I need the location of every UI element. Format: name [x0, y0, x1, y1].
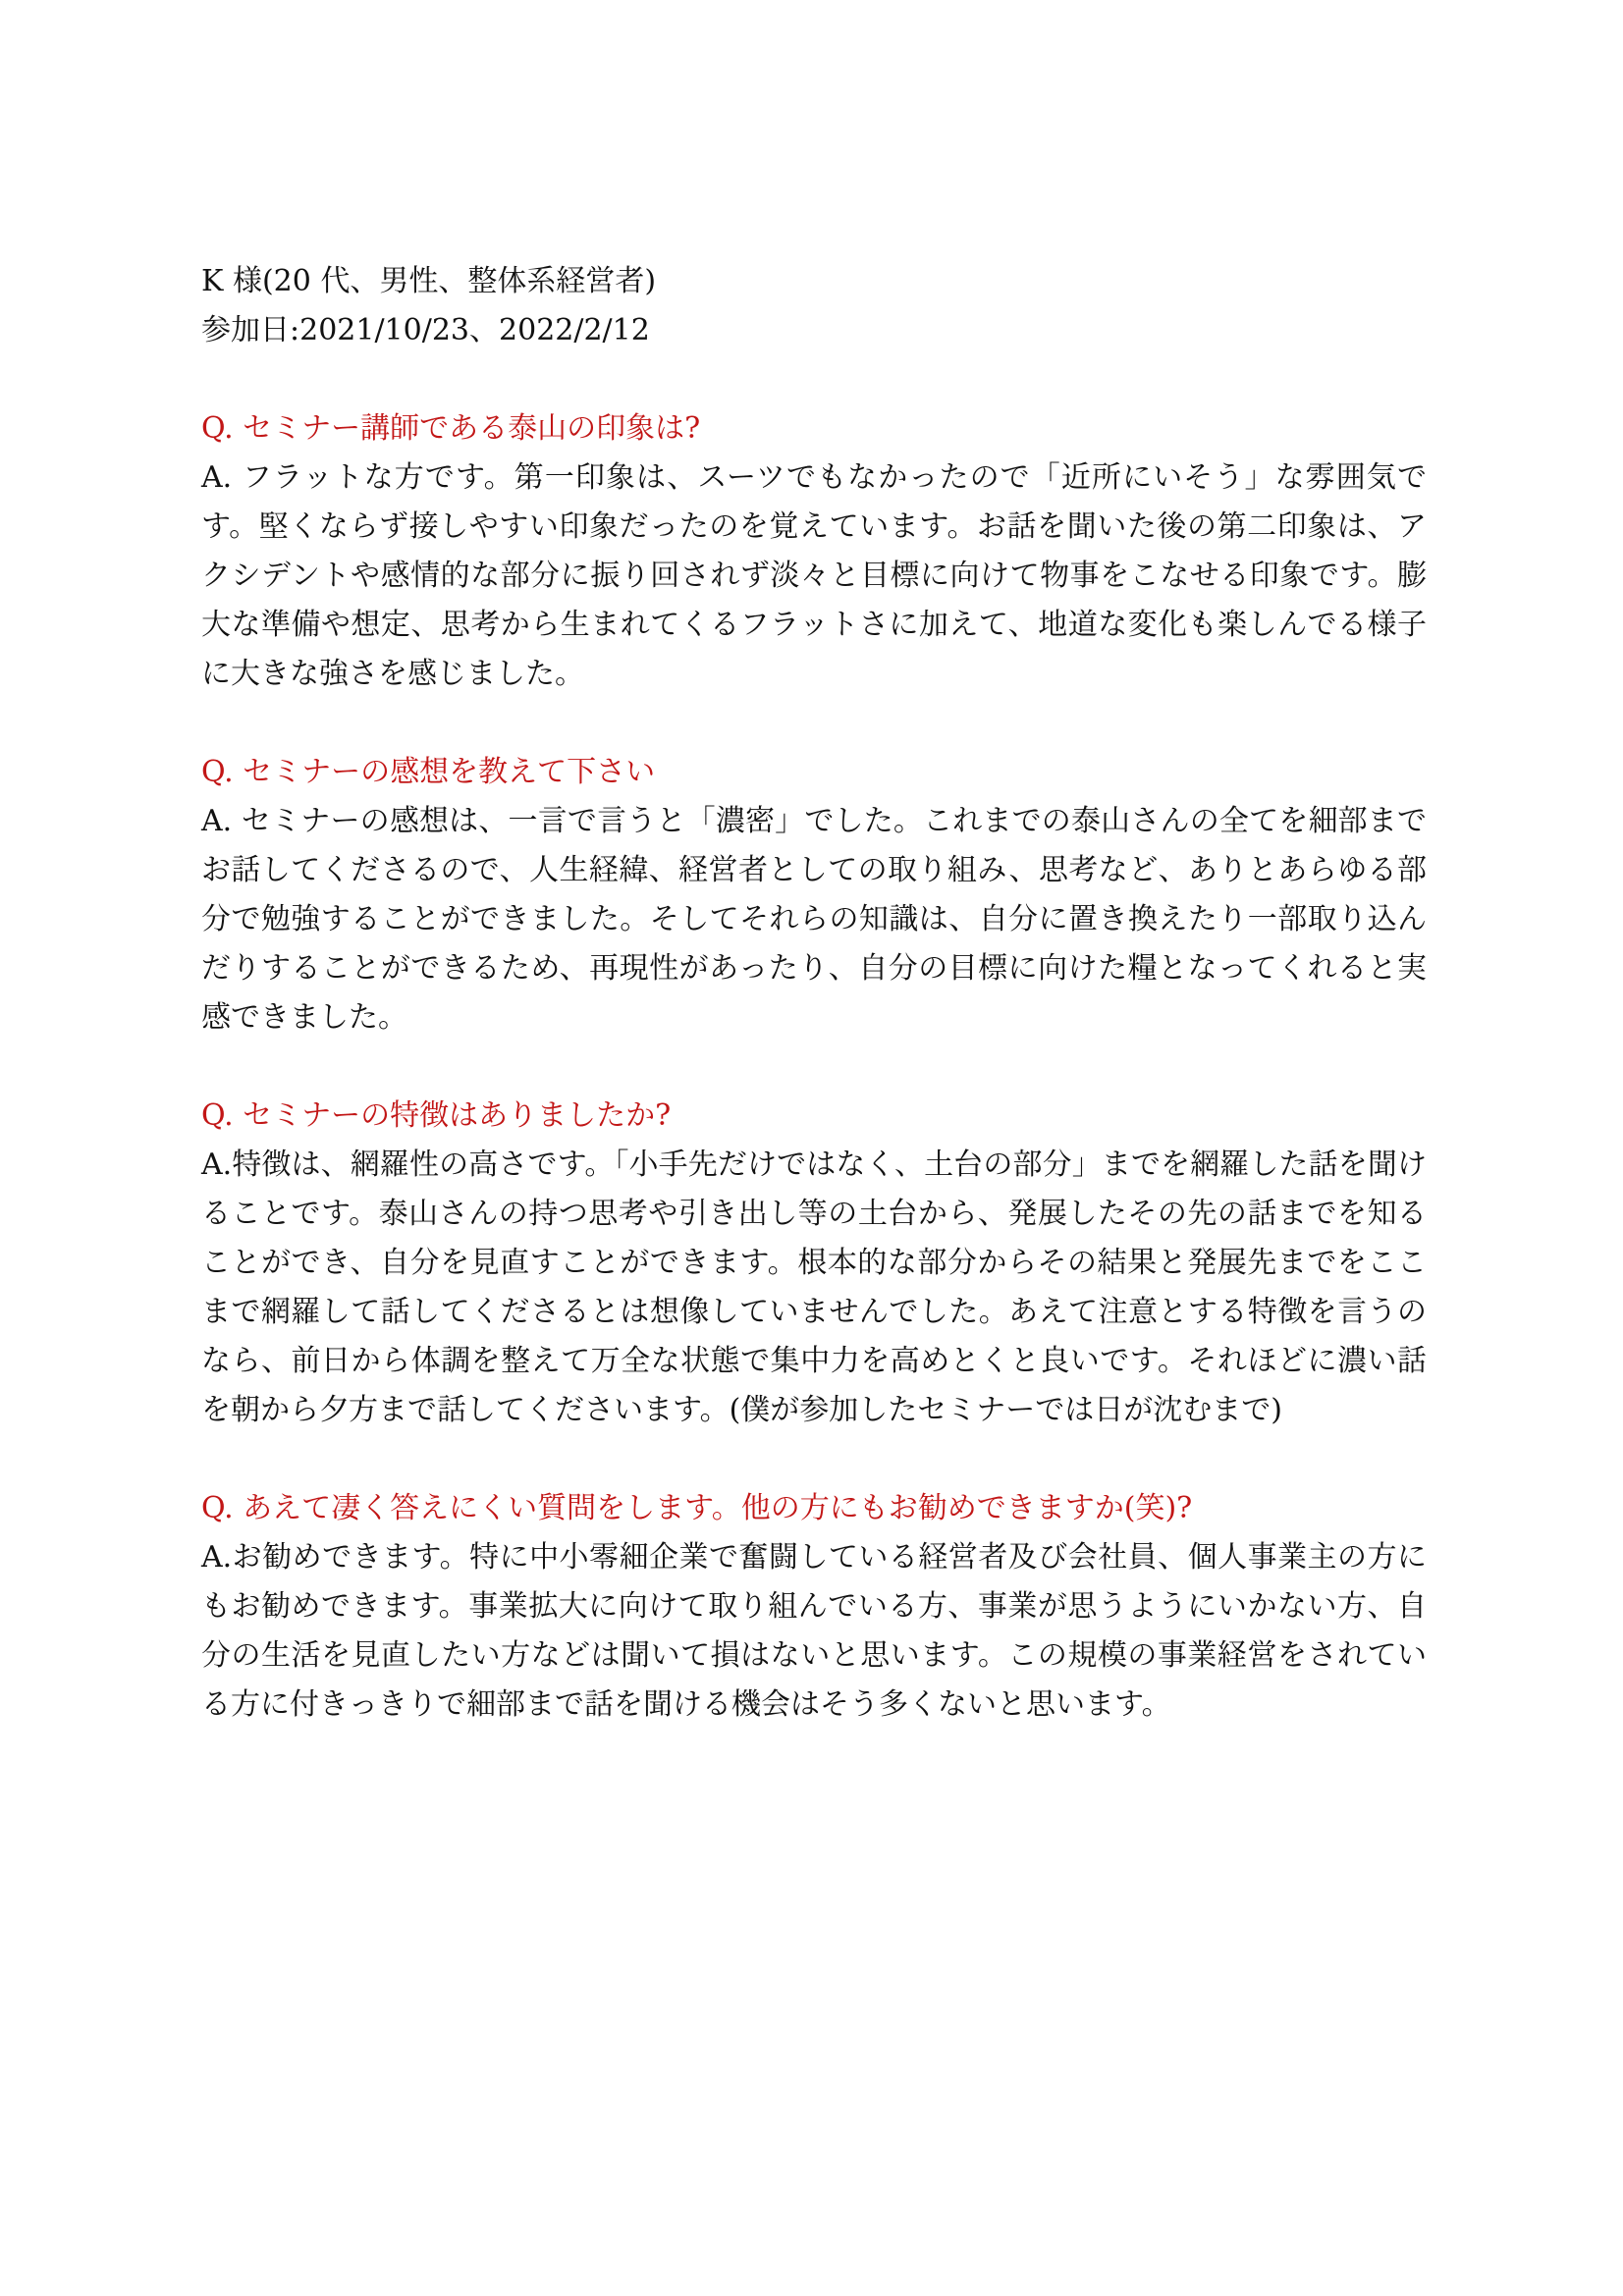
- question-heading: Q. あえて凄く答えにくい質問をします。他の方にもお勧めできますか(笑)?: [201, 1491, 1193, 1525]
- question-heading: Q. セミナーの感想を教えて下さい: [201, 755, 656, 789]
- answer-paragraph: A. フラットな方です。第一印象は、スーツでもなかったので「近所にいそう」な雰囲気です。堅くならず接しやすい印象だったのを覚えています。お話を聞いた後の第二印象は、アクシデントや感情的な部分に振り回されず淡々と目標に向けて物事をこなせる印象です。膨大な準備や想定、思考から生まれてくるフラットさに加えて、地道な変化も楽しんでる様子に大きな強さを感じました。: [201, 460, 1427, 691]
- qa-section-features: [201, 1092, 1427, 1435]
- answer-paragraph: A.特徴は、網羅性の高さです。「小手先だけではなく、土台の部分」までを網羅した話を聞けることです。泰山さんの持つ思考や引き出し等の土台から、発展したその先の話までを知ることができ、自分を見直すことができます。根本的な部分からその結果と発展先までをここまで網羅して話してくださるとは想像していませんでした。あえて注意とする特徴を言うのなら、前日から体調を整えて万全な状態で集中力を高めとくと良いです。それほどに濃い話を朝から夕方まで話してくださいます。(僕が参加したセミナーでは日が沈むまで): [201, 1148, 1427, 1427]
- answer-paragraph: A.お勧めできます。特に中小零細企業で奮闘している経営者及び会社員、個人事業主の方にもお勧めできます。事業拡大に向けて取り組んでいる方、事業が思うようにいかない方、自分の生活を見直したい方などは聞いて損はないと思います。この規模の事業経営をされている方に付きっきりで細部まで話を聞ける機会はそう多くないと思います。: [201, 1540, 1427, 1722]
- testimonial-header: [201, 257, 1427, 355]
- document-content: [201, 257, 1427, 1730]
- qa-section-feedback: [201, 748, 1427, 1042]
- question-heading: Q. セミナーの特徴はありましたか?: [201, 1098, 672, 1133]
- question-heading: Q. セミナー講師である泰山の印象は?: [201, 411, 701, 446]
- qa-section-recommendation: [201, 1484, 1427, 1730]
- participation-dates: 参加日:2021/10/23、2022/2/12: [201, 313, 650, 347]
- qa-section-impression: [201, 404, 1427, 699]
- customer-info: K 様(20 代、男性、整体系経営者): [201, 264, 657, 298]
- answer-paragraph: A. セミナーの感想は、一言で言うと「濃密」でした。これまでの泰山さんの全てを細部までお話してくださるので、人生経緯、経営者としての取り組み、思考など、ありとあらゆる部分で勉強することができました。そしてそれらの知識は、自分に置き換えたり一部取り込んだりすることができるため、再現性があったり、自分の目標に向けた糧となってくれると実感できました。: [201, 804, 1427, 1035]
